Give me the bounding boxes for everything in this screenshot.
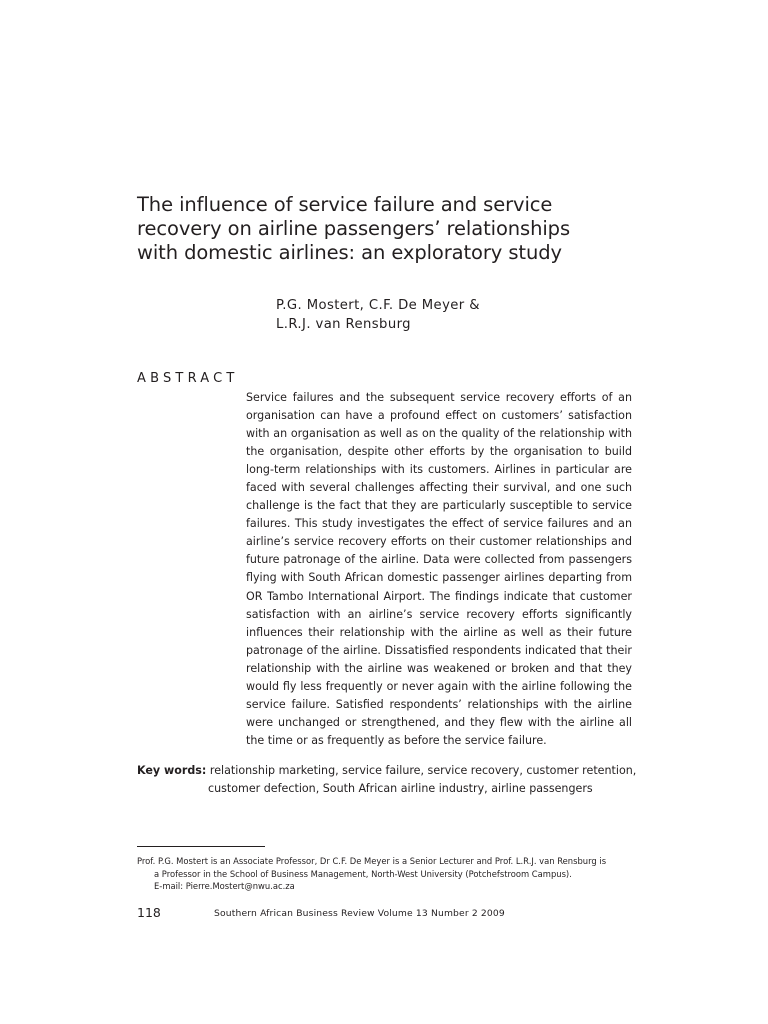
authors-line: P.G. Mostert, C.F. De Meyer &	[276, 298, 480, 313]
abstract-line: patronage of the airline. Dissatisfied respondents indicated that their	[246, 643, 632, 657]
title-line: recovery on airline passengers’ relationships	[137, 217, 571, 240]
title-line: The influence of service failure and service	[137, 193, 553, 216]
author-footnote	[137, 855, 606, 893]
abstract-line: flying with South African domestic passenger airlines departing from	[246, 571, 632, 585]
abstract-line: airline’s service recovery efforts on their customer relationships and	[246, 535, 632, 549]
footnote-email: E-mail: Pierre.Mostert@nwu.ac.za	[154, 881, 295, 891]
abstract-line: the organisation, despite other efforts by the organisation to build	[246, 445, 632, 459]
abstract-line: future patronage of the airline. Data were collected from passengers	[246, 553, 632, 567]
abstract-line: failures. This study investigates the effect of service failures and an	[246, 517, 632, 531]
footnote-line: a Professor in the School of Business Management, North-West University (Potchefstroom Campus).	[154, 868, 572, 879]
abstract-heading: ABSTRACT	[137, 371, 239, 386]
keywords-line: customer defection, South African airline industry, airline passengers	[208, 782, 593, 795]
abstract-line: Service failures and the subsequent service recovery efforts of an	[246, 391, 632, 404]
abstract-body	[246, 389, 632, 750]
abstract-line: influences their relationship with the airline as well as their future	[246, 625, 632, 639]
keywords-line: relationship marketing, service failure, service recovery, customer retention,	[209, 764, 637, 777]
abstract-line: long-term relationships with its customers. Airlines in particular are	[246, 463, 632, 477]
abstract-line: OR Tambo International Airport. The findings indicate that customer	[246, 589, 632, 603]
keywords	[137, 762, 637, 798]
abstract-line: would fly less frequently or never again with the airline following the	[246, 679, 632, 693]
abstract-line: faced with several challenges affecting their survival, and one such	[246, 481, 632, 495]
article-title	[137, 193, 617, 265]
keywords-label: Key words:	[137, 764, 207, 777]
footnote-divider	[137, 846, 265, 847]
journal-citation: Southern African Business Review Volume 13 Number 2 2009	[214, 908, 505, 919]
title-line: with domestic airlines: an exploratory study	[137, 241, 562, 264]
authors	[276, 296, 480, 334]
abstract-line: service failure. Satisfied respondents’ relationships with the airline	[246, 697, 632, 711]
abstract-line: were unchanged or strengthened, and they flew with the airline all	[246, 715, 632, 729]
page-number: 118	[137, 905, 161, 920]
abstract-line: satisfaction with an airline’s service recovery efforts significantly	[246, 607, 632, 621]
abstract-line: relationship with the airline was weakened or broken and that they	[246, 661, 632, 675]
footnote-line: Prof. P.G. Mostert is an Associate Professor, Dr C.F. De Meyer is a Senior Lecturer and Prof. L.R.J. van Rensburg is	[137, 856, 607, 866]
abstract-line: the time or as frequently as before the service failure.	[246, 733, 547, 747]
abstract-line: organisation can have a profound effect on customers’ satisfaction	[246, 409, 632, 423]
authors-line: L.R.J. van Rensburg	[276, 317, 411, 332]
abstract-line: with an organisation as well as on the quality of the relationship with	[246, 427, 632, 441]
abstract-line: challenge is the fact that they are particularly susceptible to service	[246, 499, 632, 513]
